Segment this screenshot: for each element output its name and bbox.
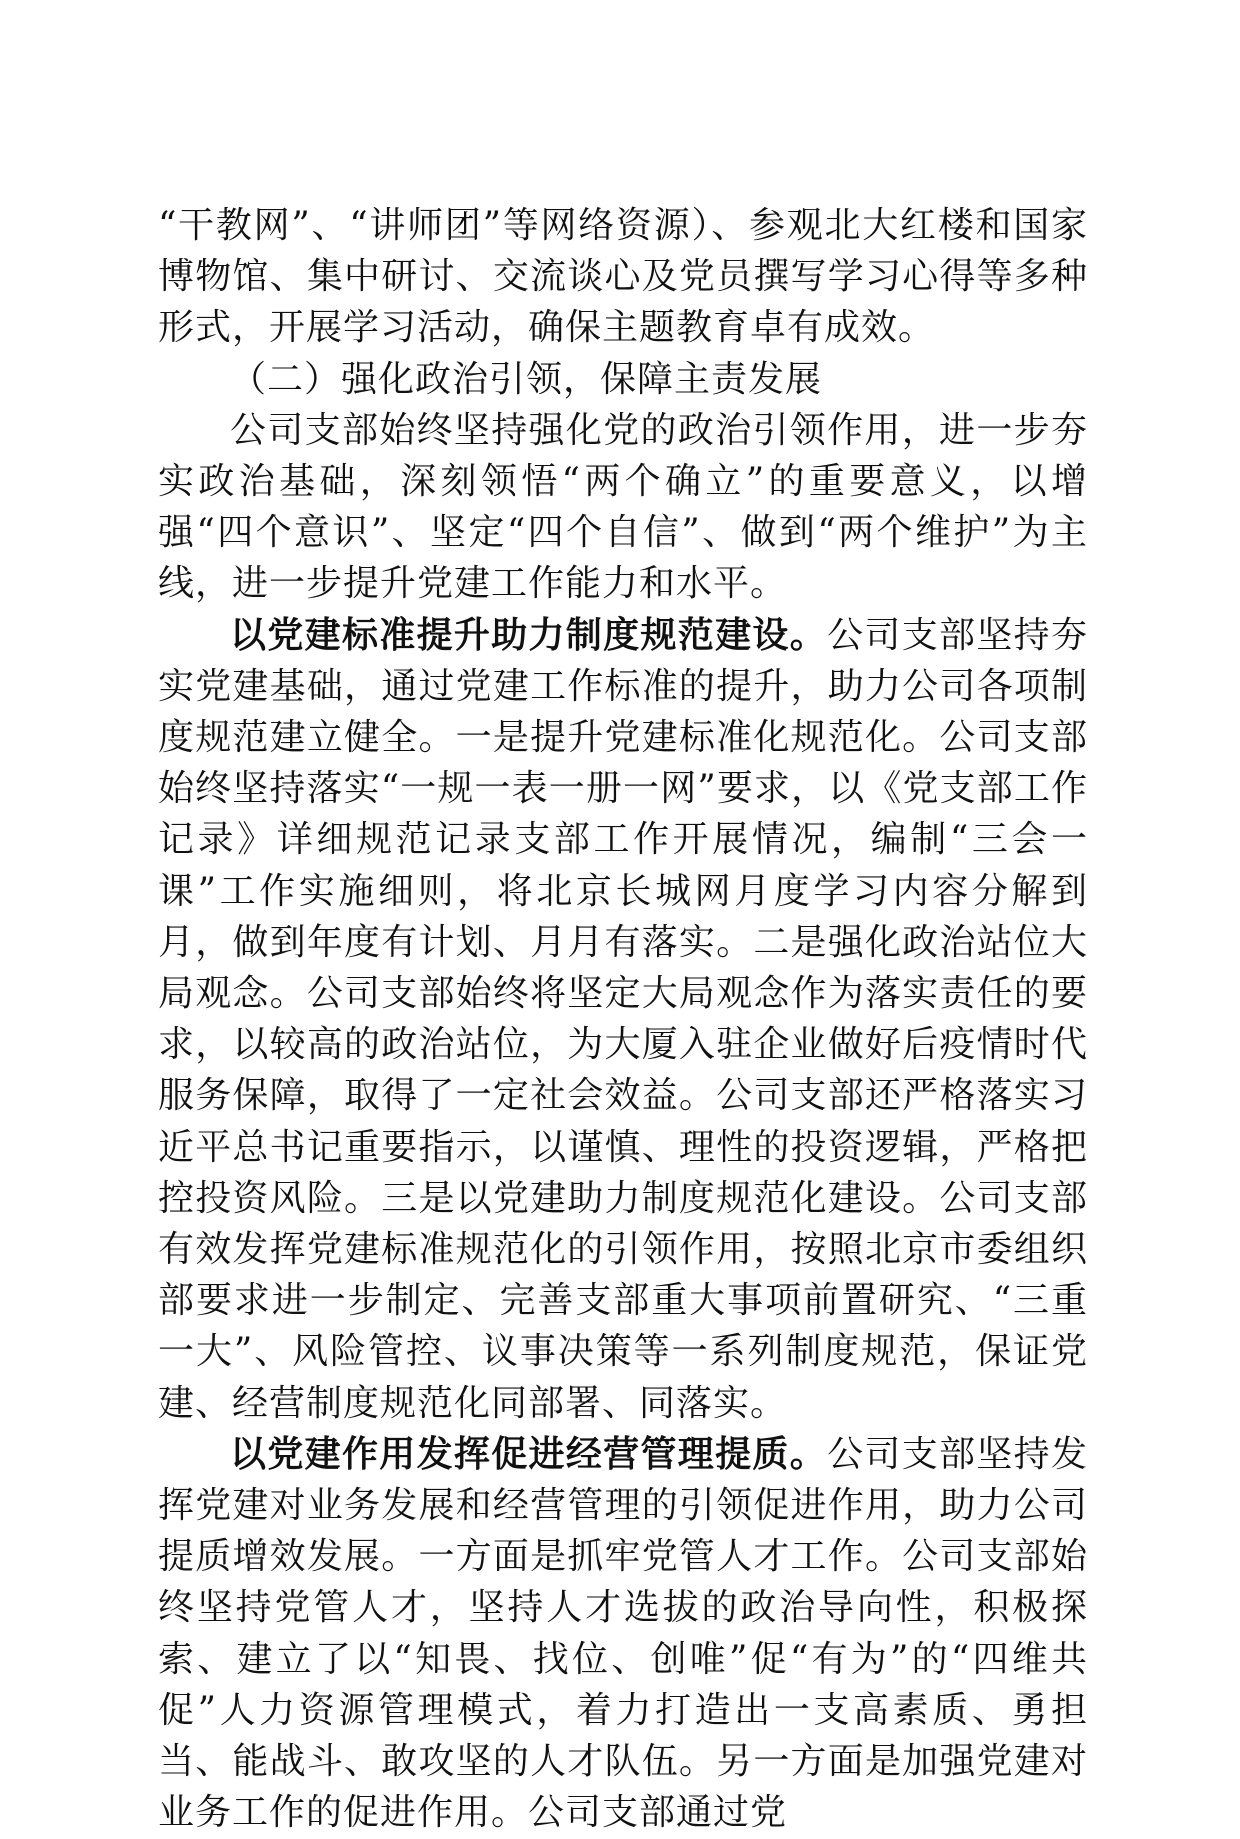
paragraph-text: “干教网”、“讲师团”等网络资源）、参观北大红楼和国家博物馆、集中研讨、交流谈心及党员撰写学习心得等多种形式，开展学习活动，确保主题教育卓有成效。: [158, 205, 1088, 349]
paragraph-political-guidance: [158, 405, 1088, 610]
section-heading-text: （二）强化政治引领，保障主责发展: [230, 358, 823, 400]
paragraph-continuation: [158, 200, 1088, 354]
paragraph-lead-bold: 以党建标准提升助力制度规范建设。: [230, 614, 828, 656]
paragraph-text: 公司支部始终坚持强化党的政治引领作用，进一步夯实政治基础，深刻领悟“两个确立”的重要意义，以增强“四个意识”、坚定“四个自信”、做到“两个维护”为主线，进一步提升党建工作能力和水平。: [158, 409, 1088, 605]
paragraph-text: 公司支部坚持发挥党建对业务发展和经营管理的引领促进作用，助力公司提质增效发展。一方面是抓牢党管人才工作。公司支部始终坚持党管人才，坚持人才选拔的政治导向性，积极探索、建立了以“知畏、找位、创唯”促“有为”的“四维共促”人力资源管理模式，着力打造出一支高素质、勇担当、能战斗、敢攻坚的人才队伍。另一方面是加强党建对业务工作的促进作用。公司支部通过党: [158, 1433, 1088, 1834]
document-body: [158, 200, 1088, 1839]
paragraph-text: 公司支部坚持夯实党建基础，通过党建工作标准的提升，助力公司各项制度规范建立健全。一是提升党建标准化规范化。公司支部始终坚持落实“一规一表一册一网”要求，以《党支部工作记录》详细规范记录支部工作开展情况，编制“三会一课”工作实施细则，将北京长城网月度学习内容分解到月，做到年度有计划、月月有落实。二是强化政治站位大局观念。公司支部始终将坚定大局观念作为落实责任的要求，以较高的政治站位，为大厦入驻企业做好后疫情时代服务保障，取得了一定社会效益。公司支部还严格落实习近平总书记重要指示，以谨慎、理性的投资逻辑，严格把控投资风险。三是以党建助力制度规范化建设。公司支部有效发挥党建标准规范化的引领作用，按照北京市委组织部要求进一步制定、完善支部重大事项前置研究、“三重一大”、风险管控、议事决策等一系列制度规范，保证党建、经营制度规范化同部署、同落实。: [158, 614, 1088, 1424]
paragraph-lead-bold: 以党建作用发挥促进经营管理提质。: [230, 1433, 828, 1475]
paragraph-standards: [158, 610, 1088, 1429]
section-heading: [158, 354, 1088, 405]
paragraph-management: [158, 1429, 1088, 1839]
